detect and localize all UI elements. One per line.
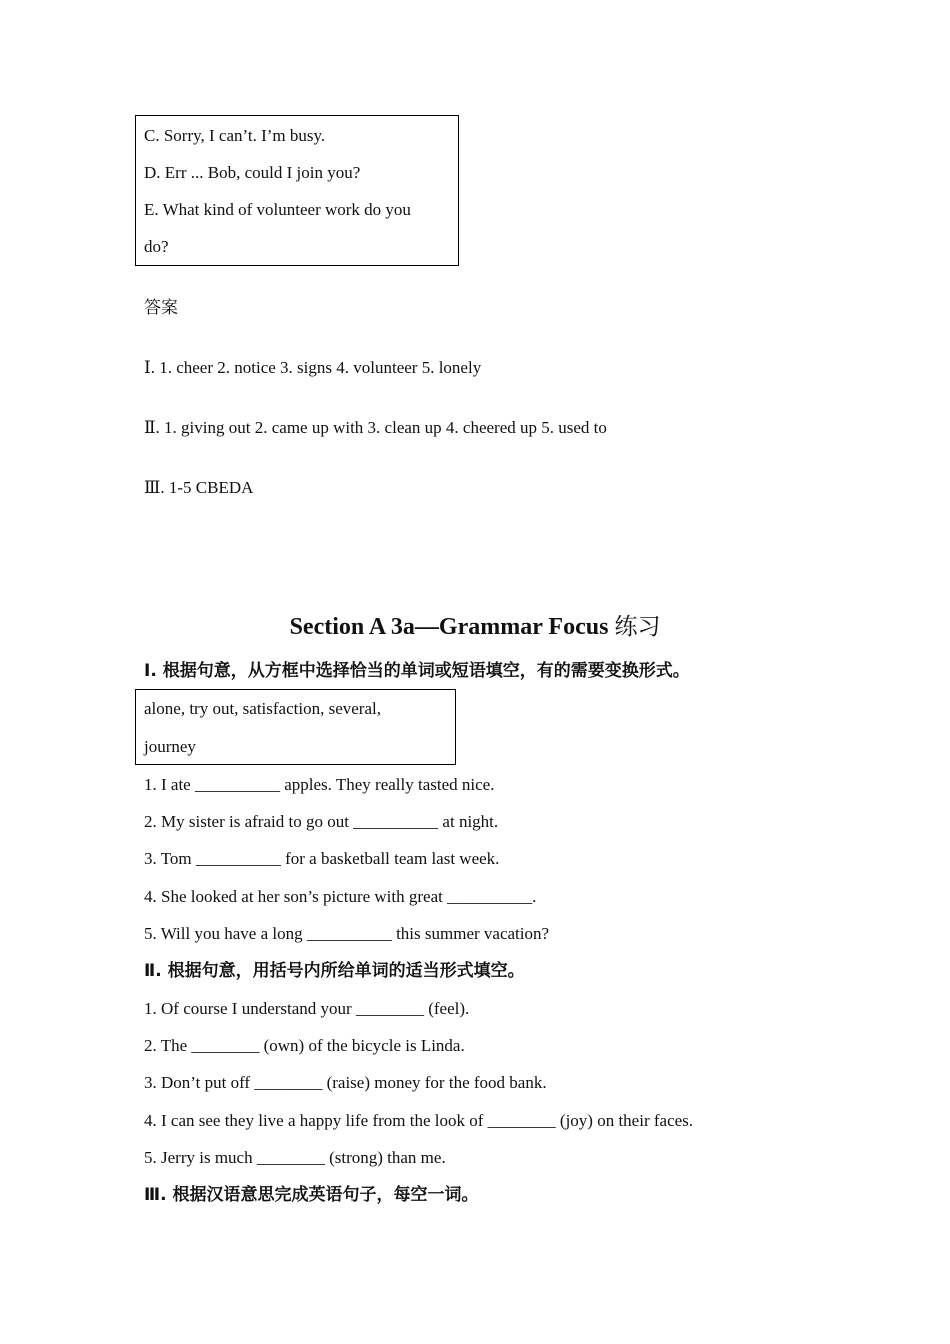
part1-question-1: 1. I ate __________ apples. They really tasted nice. [144, 775, 495, 794]
option-e-continued: do? [144, 237, 169, 256]
answer-line-3: Ⅲ. 1-5 CBEDA [144, 478, 254, 497]
option-d: D. Err ... Bob, could I join you? [144, 163, 361, 182]
option-e: E. What kind of volunteer work do you [144, 200, 411, 219]
part1-question-5: 5. Will you have a long __________ this summer vacation? [144, 924, 550, 943]
part2-question-2: 2. The ________ (own) of the bicycle is Linda. [144, 1036, 465, 1055]
answer-line-2: Ⅱ. 1. giving out 2. came up with 3. clean up 4. cheered up 5. used to [144, 418, 607, 437]
part2-question-1: 1. Of course I understand your ________ (feel). [144, 999, 470, 1018]
part3-instruction: Ⅲ. 根据汉语意思完成英语句子，每空一词。 [144, 1185, 479, 1205]
part2-question-4: 4. I can see they live a happy life from the look of ________ (joy) on their faces. [144, 1111, 694, 1130]
part1-question-4: 4. She looked at her son’s picture with great __________. [144, 887, 537, 906]
part1-instruction: Ⅰ. 根据句意，从方框中选择恰当的单词或短语填空，有的需要变换形式。 [144, 661, 690, 681]
section-title [0, 613, 950, 641]
part2-question-3: 3. Don’t put off ________ (raise) money for the food bank. [144, 1073, 547, 1092]
option-c: C. Sorry, I can’t. I’m busy. [144, 126, 326, 145]
part1-question-2: 2. My sister is afraid to go out __________ at night. [144, 812, 499, 831]
word-box-line-2: journey [144, 737, 196, 756]
word-box-line-1: alone, try out, satisfaction, several, [144, 699, 381, 718]
answer-line-1: Ⅰ. 1. cheer 2. notice 3. signs 4. volunteer 5. lonely [144, 358, 482, 377]
section-title-zh: 练习 [614, 614, 661, 640]
part2-question-5: 5. Jerry is much ________ (strong) than me. [144, 1148, 446, 1167]
answers-heading: 答案 [144, 298, 178, 318]
part2-instruction: Ⅱ. 根据句意，用括号内所给单词的适当形式填空。 [144, 961, 525, 981]
section-title-en: Section A 3a—Grammar Focus [289, 614, 609, 640]
part1-question-3: 3. Tom __________ for a basketball team last week. [144, 849, 500, 868]
